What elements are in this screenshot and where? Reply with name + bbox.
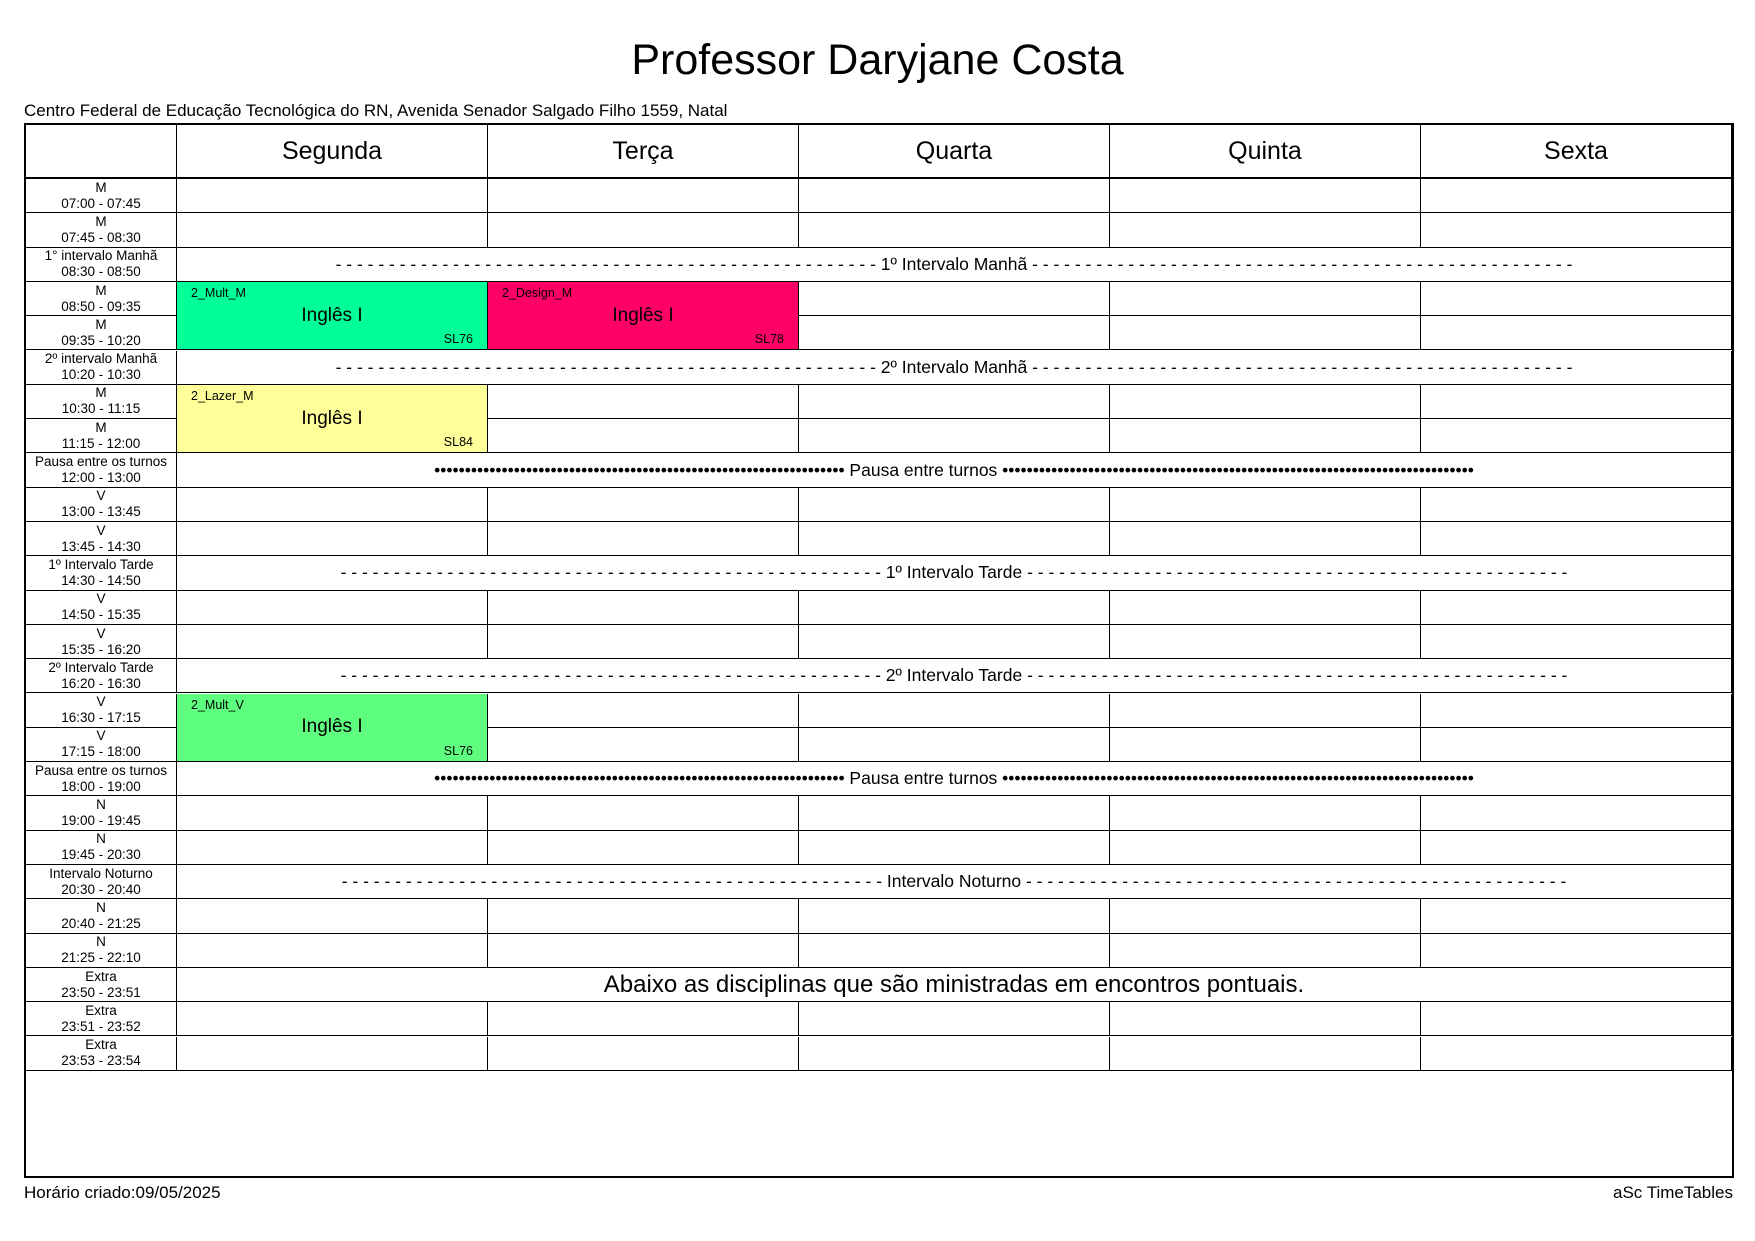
lesson-card[interactable] xyxy=(177,282,488,351)
empty-slot[interactable] xyxy=(488,591,799,625)
period-name: 1° intervalo Manhã xyxy=(44,248,158,264)
day-header: Segunda xyxy=(177,125,488,179)
period-label xyxy=(26,625,177,659)
empty-slot[interactable] xyxy=(488,831,799,865)
empty-slot[interactable] xyxy=(799,694,1110,728)
period-label xyxy=(26,1037,177,1071)
period-name: 2º intervalo Manhã xyxy=(44,351,158,367)
empty-slot[interactable] xyxy=(1110,179,1421,213)
empty-slot[interactable] xyxy=(1421,591,1732,625)
period-name: N xyxy=(96,899,106,915)
empty-slot[interactable] xyxy=(799,316,1110,350)
empty-slot[interactable] xyxy=(177,213,488,247)
period-name: N xyxy=(96,934,106,950)
empty-slot[interactable] xyxy=(1421,1002,1732,1036)
period-label xyxy=(26,556,177,590)
period-time: 16:30 - 17:15 xyxy=(61,710,141,726)
day-header: Quarta xyxy=(799,125,1110,179)
break-band: - - - - - - - - - - - - - - - - - - - - - - - - - - - - - - - - - - - - - - - - - - - - - - - - - - - 1º Intervalo Tarde - - - - - - - - - - - - - - - - - - - - - - - - - - - - - - - - - - - - - - - - - - - - - - - - - - - xyxy=(177,556,1732,590)
period-label xyxy=(26,213,177,247)
period-label xyxy=(26,934,177,968)
period-name: 1º Intervalo Tarde xyxy=(48,556,154,572)
period-label xyxy=(26,282,177,316)
empty-slot[interactable] xyxy=(1110,1002,1421,1036)
period-name: V xyxy=(96,625,106,641)
period-label xyxy=(26,419,177,453)
empty-slot[interactable] xyxy=(488,625,799,659)
empty-slot[interactable] xyxy=(1110,694,1421,728)
period-time: 10:20 - 10:30 xyxy=(61,367,141,383)
period-name: V xyxy=(96,728,106,744)
period-label xyxy=(26,659,177,693)
period-time: 07:00 - 07:45 xyxy=(61,195,141,211)
break-band: ••••••••••••••••••••••••••••••••••••••••••••••••••••••••••••••••••• Pausa entre turnos ••••••••••••••••••••••••••••••••••••••••••••••••••••••••••••••••••••••••••••• xyxy=(177,453,1732,487)
day-header: Terça xyxy=(488,125,799,179)
empty-slot[interactable] xyxy=(1110,625,1421,659)
period-label xyxy=(26,728,177,762)
empty-slot[interactable] xyxy=(177,899,488,933)
lesson-class: 2_Design_M xyxy=(502,285,573,300)
period-time: 23:50 - 23:51 xyxy=(61,984,141,1000)
empty-slot[interactable] xyxy=(799,831,1110,865)
empty-slot[interactable] xyxy=(488,419,799,453)
empty-slot[interactable] xyxy=(799,282,1110,316)
empty-slot[interactable] xyxy=(1110,899,1421,933)
period-time: 20:30 - 20:40 xyxy=(61,881,141,897)
lesson-class: 2_Lazer_M xyxy=(191,388,254,403)
empty-slot[interactable] xyxy=(1110,488,1421,522)
period-label xyxy=(26,179,177,213)
period-time: 08:50 - 09:35 xyxy=(61,298,141,314)
period-label xyxy=(26,385,177,419)
empty-slot[interactable] xyxy=(1110,831,1421,865)
period-name: V xyxy=(96,488,106,504)
period-time: 14:50 - 15:35 xyxy=(61,607,141,623)
empty-slot[interactable] xyxy=(799,728,1110,762)
empty-slot[interactable] xyxy=(488,796,799,830)
empty-slot[interactable] xyxy=(799,796,1110,830)
period-name: V xyxy=(96,522,106,538)
empty-slot[interactable] xyxy=(177,522,488,556)
period-label xyxy=(26,865,177,899)
empty-slot[interactable] xyxy=(1421,385,1732,419)
empty-slot[interactable] xyxy=(799,419,1110,453)
period-label xyxy=(26,248,177,282)
period-label xyxy=(26,796,177,830)
empty-slot[interactable] xyxy=(799,899,1110,933)
empty-slot[interactable] xyxy=(799,488,1110,522)
period-label xyxy=(26,522,177,556)
lesson-class: 2_Mult_V xyxy=(191,697,244,712)
period-time: 12:00 - 13:00 xyxy=(61,470,141,486)
empty-slot[interactable] xyxy=(1421,316,1732,350)
empty-slot[interactable] xyxy=(1421,419,1732,453)
period-name: M xyxy=(95,213,107,229)
period-name: V xyxy=(96,591,106,607)
empty-slot[interactable] xyxy=(1421,179,1732,213)
period-name: Pausa entre os turnos xyxy=(34,762,168,778)
lesson-card[interactable] xyxy=(177,694,488,763)
empty-slot[interactable] xyxy=(1421,694,1732,728)
empty-slot[interactable] xyxy=(1110,316,1421,350)
period-time: 19:45 - 20:30 xyxy=(61,847,141,863)
period-time: 09:35 - 10:20 xyxy=(61,332,141,348)
break-band: - - - - - - - - - - - - - - - - - - - - - - - - - - - - - - - - - - - - - - - - - - - - - - - - - - - 1º Intervalo Manhã - - - - - - - - - - - - - - - - - - - - - - - - - - - - - - - - - - - - - - - - - - - - - - - - - - - xyxy=(177,248,1732,282)
empty-slot[interactable] xyxy=(1421,522,1732,556)
empty-slot[interactable] xyxy=(177,796,488,830)
lesson-card[interactable] xyxy=(177,385,488,454)
period-label xyxy=(26,762,177,796)
empty-slot[interactable] xyxy=(177,179,488,213)
break-band: - - - - - - - - - - - - - - - - - - - - - - - - - - - - - - - - - - - - - - - - - - - - - - - - - - - 2º Intervalo Manhã - - - - - - - - - - - - - - - - - - - - - - - - - - - - - - - - - - - - - - - - - - - - - - - - - - - xyxy=(177,351,1732,385)
period-label xyxy=(26,831,177,865)
period-time: 13:00 - 13:45 xyxy=(61,504,141,520)
break-band: - - - - - - - - - - - - - - - - - - - - - - - - - - - - - - - - - - - - - - - - - - - - - - - - - - - 2º Intervalo Tarde - - - - - - - - - - - - - - - - - - - - - - - - - - - - - - - - - - - - - - - - - - - - - - - - - - - xyxy=(177,659,1732,693)
period-time: 21:25 - 22:10 xyxy=(61,950,141,966)
period-time: 23:53 - 23:54 xyxy=(61,1053,141,1069)
period-name: 2º Intervalo Tarde xyxy=(48,659,154,675)
empty-slot[interactable] xyxy=(799,213,1110,247)
period-name: N xyxy=(96,831,106,847)
empty-slot[interactable] xyxy=(1110,282,1421,316)
empty-slot[interactable] xyxy=(1421,796,1732,830)
empty-slot[interactable] xyxy=(177,1002,488,1036)
empty-slot[interactable] xyxy=(488,385,799,419)
empty-slot[interactable] xyxy=(488,934,799,968)
empty-slot[interactable] xyxy=(488,1002,799,1036)
break-band: - - - - - - - - - - - - - - - - - - - - - - - - - - - - - - - - - - - - - - - - - - - - - - - - - - - Intervalo Noturno - - - - - - - - - - - - - - - - - - - - - - - - - - - - - - - - - - - - - - - - - - - - - - - - - - - xyxy=(177,865,1732,899)
period-label xyxy=(26,591,177,625)
period-time: 20:40 - 21:25 xyxy=(61,915,141,931)
page-title: Professor Daryjane Costa xyxy=(631,36,1124,84)
break-band: Abaixo as disciplinas que são ministradas em encontros pontuais. xyxy=(177,968,1732,1002)
period-label xyxy=(26,453,177,487)
empty-slot[interactable] xyxy=(799,522,1110,556)
empty-slot[interactable] xyxy=(1421,934,1732,968)
lesson-class: 2_Mult_M xyxy=(191,285,246,300)
empty-slot[interactable] xyxy=(1110,591,1421,625)
period-name: M xyxy=(95,316,107,332)
period-name: Extra xyxy=(85,1037,117,1053)
empty-slot[interactable] xyxy=(1110,796,1421,830)
empty-slot[interactable] xyxy=(1110,522,1421,556)
empty-slot[interactable] xyxy=(1421,1037,1732,1071)
empty-slot[interactable] xyxy=(799,179,1110,213)
day-header: Quinta xyxy=(1110,125,1421,179)
period-time: 08:30 - 08:50 xyxy=(61,264,141,280)
period-name: Extra xyxy=(85,968,117,984)
empty-slot[interactable] xyxy=(1110,728,1421,762)
empty-slot[interactable] xyxy=(1110,1037,1421,1071)
lesson-subject: Inglês I xyxy=(301,716,363,738)
period-name: M xyxy=(95,385,107,401)
break-band: ••••••••••••••••••••••••••••••••••••••••••••••••••••••••••••••••••• Pausa entre turnos ••••••••••••••••••••••••••••••••••••••••••••••••••••••••••••••••••••••••••••• xyxy=(177,762,1732,796)
period-time: 11:15 - 12:00 xyxy=(61,435,141,451)
period-time: 23:51 - 23:52 xyxy=(61,1018,141,1034)
empty-slot[interactable] xyxy=(1110,385,1421,419)
empty-slot[interactable] xyxy=(1110,934,1421,968)
lesson-room: SL78 xyxy=(754,332,784,347)
period-label xyxy=(26,899,177,933)
empty-slot[interactable] xyxy=(177,591,488,625)
period-name: V xyxy=(96,694,106,710)
lesson-subject: Inglês I xyxy=(612,304,674,326)
lesson-room: SL84 xyxy=(443,435,473,450)
period-label xyxy=(26,316,177,350)
period-time: 19:00 - 19:45 xyxy=(61,813,141,829)
period-name: N xyxy=(96,797,106,813)
corner-cell xyxy=(26,125,177,179)
empty-slot[interactable] xyxy=(1421,488,1732,522)
period-label xyxy=(26,351,177,385)
empty-slot[interactable] xyxy=(799,934,1110,968)
empty-slot[interactable] xyxy=(1421,728,1732,762)
empty-slot[interactable] xyxy=(177,1037,488,1071)
lesson-room: SL76 xyxy=(443,744,473,759)
period-name: Extra xyxy=(85,1002,117,1018)
empty-slot[interactable] xyxy=(488,522,799,556)
empty-slot[interactable] xyxy=(177,625,488,659)
period-time: 14:30 - 14:50 xyxy=(61,572,141,588)
period-label xyxy=(26,488,177,522)
empty-slot[interactable] xyxy=(1421,899,1732,933)
period-name: Pausa entre os turnos xyxy=(34,454,168,470)
period-time: 15:35 - 16:20 xyxy=(61,641,141,657)
empty-slot[interactable] xyxy=(1110,419,1421,453)
empty-slot[interactable] xyxy=(488,728,799,762)
empty-slot[interactable] xyxy=(488,899,799,933)
period-time: 16:20 - 16:30 xyxy=(61,675,141,691)
empty-slot[interactable] xyxy=(488,1037,799,1071)
empty-slot[interactable] xyxy=(799,591,1110,625)
empty-slot[interactable] xyxy=(799,1037,1110,1071)
software-brand: aSc TimeTables xyxy=(1613,1183,1733,1202)
empty-slot[interactable] xyxy=(488,179,799,213)
school-address: Centro Federal de Educação Tecnológica do RN, Avenida Senador Salgado Filho 1559, Natal xyxy=(24,101,728,120)
empty-slot[interactable] xyxy=(177,488,488,522)
lesson-subject: Inglês I xyxy=(301,407,363,429)
lesson-card[interactable] xyxy=(488,282,799,351)
period-label xyxy=(26,694,177,728)
timetable-grid xyxy=(24,123,1734,1178)
empty-slot[interactable] xyxy=(1421,282,1732,316)
empty-slot[interactable] xyxy=(488,694,799,728)
empty-slot[interactable] xyxy=(177,934,488,968)
created-date: Horário criado:09/05/2025 xyxy=(24,1183,221,1202)
empty-slot[interactable] xyxy=(1421,625,1732,659)
period-name: M xyxy=(95,282,107,298)
day-header: Sexta xyxy=(1421,125,1732,179)
empty-slot[interactable] xyxy=(488,488,799,522)
period-time: 10:30 - 11:15 xyxy=(61,401,141,417)
empty-slot[interactable] xyxy=(1110,213,1421,247)
empty-slot[interactable] xyxy=(799,385,1110,419)
empty-slot[interactable] xyxy=(1421,831,1732,865)
lesson-subject: Inglês I xyxy=(301,304,363,326)
period-time: 17:15 - 18:00 xyxy=(61,744,141,760)
period-time: 07:45 - 08:30 xyxy=(61,229,141,245)
period-time: 18:00 - 19:00 xyxy=(61,778,141,794)
period-label xyxy=(26,968,177,1002)
period-name: M xyxy=(95,419,107,435)
period-name: Intervalo Noturno xyxy=(49,865,153,881)
lesson-room: SL76 xyxy=(443,332,473,347)
empty-slot[interactable] xyxy=(488,213,799,247)
empty-slot[interactable] xyxy=(799,625,1110,659)
period-label xyxy=(26,1002,177,1036)
empty-slot[interactable] xyxy=(1421,213,1732,247)
period-time: 13:45 - 14:30 xyxy=(61,538,141,554)
empty-slot[interactable] xyxy=(177,831,488,865)
period-name: M xyxy=(95,179,107,195)
empty-slot[interactable] xyxy=(799,1002,1110,1036)
